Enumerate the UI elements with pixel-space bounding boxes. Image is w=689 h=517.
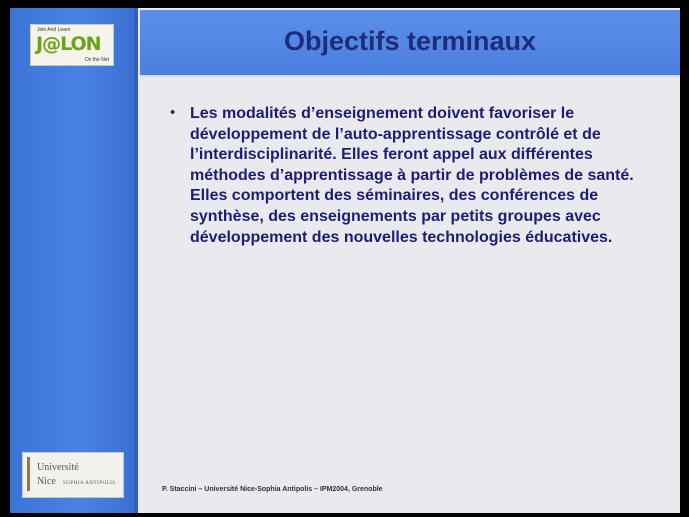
slide-title: Objectifs terminaux [283, 26, 537, 56]
title-divider [140, 75, 680, 77]
university-logo [22, 452, 124, 498]
slide-footer: P. Staccini – Université Nice-Sophia Antipolis – IPM2004, Grenoble [162, 486, 383, 493]
jalon-logo-tagline-bottom: On the Net [84, 57, 109, 63]
sidebar [10, 8, 138, 513]
jalon-logo [30, 24, 114, 66]
bullet-text: Les modalités d’enseignement doivent favoriser le développement de l’auto-apprentissage contrôlé et de l’interdisciplinarité. Elles feront appel aux différentes méthodes d’apprentissage à partir de problèmes de santé. Elles comportent des séminaires, des conférences de synthèse, des enseignements par petits groupes avec développement des nouvelles technologies éducatives. [190, 105, 634, 246]
bullet-item [170, 104, 660, 248]
sidebar-edge [134, 8, 138, 513]
university-logo-line2: Nice [37, 476, 56, 487]
university-logo-line3: SOPHIA ANTIPOLIS [63, 481, 116, 486]
university-logo-line1: Université [37, 462, 79, 473]
slide-content [170, 104, 660, 248]
slide-frame [10, 8, 680, 513]
jalon-logo-tagline-top: Join And Learn [37, 27, 71, 33]
title-bar [140, 10, 680, 75]
jalon-logo-word: J@LON [36, 33, 101, 55]
bullet-marker: • [170, 104, 176, 121]
